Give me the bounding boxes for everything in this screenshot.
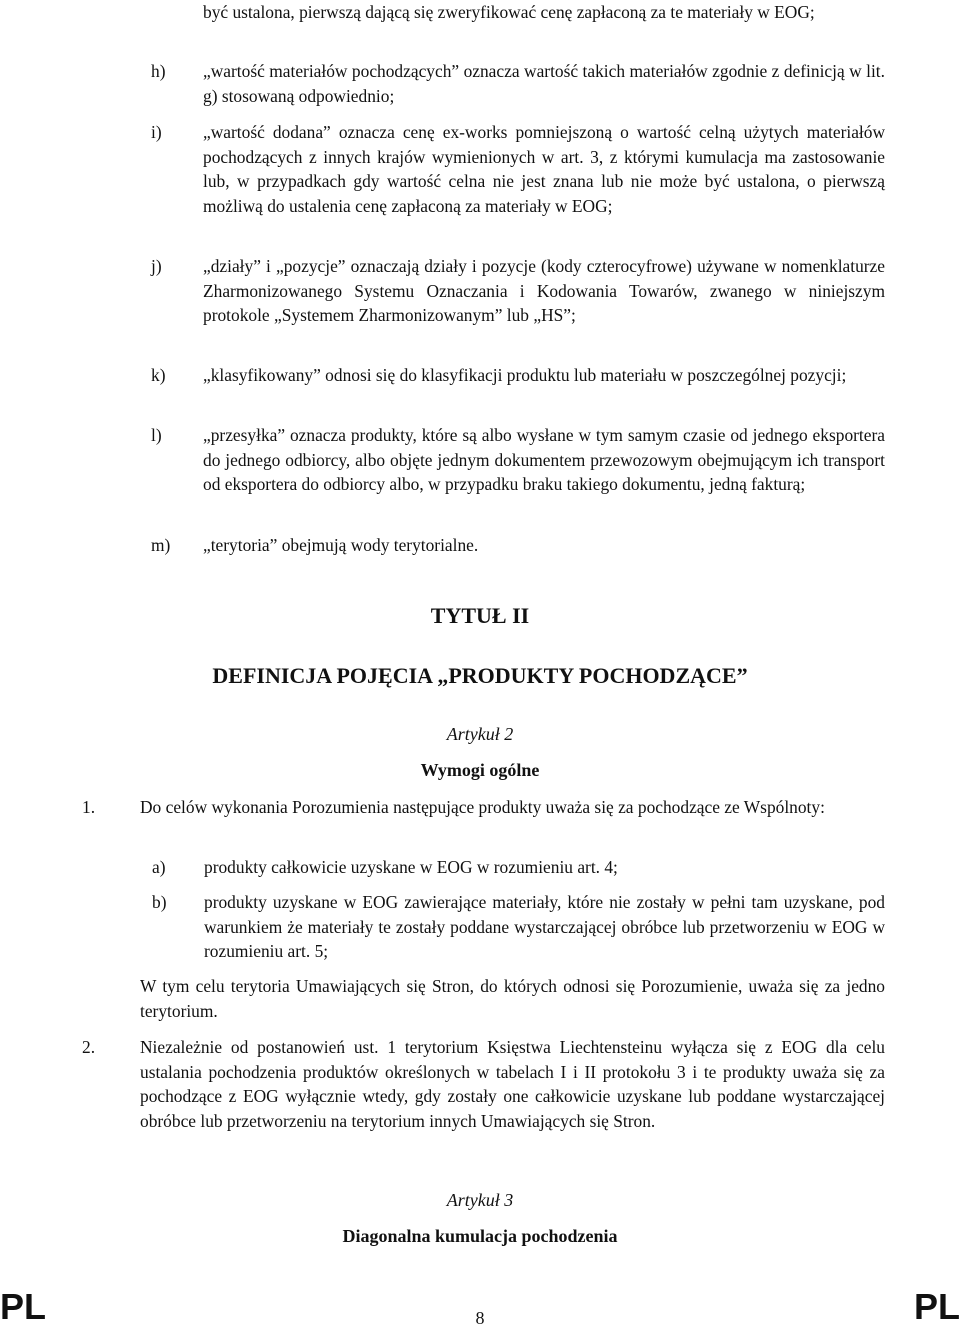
footer-language-left: PL xyxy=(0,1286,47,1327)
item-label: i) xyxy=(151,122,162,142)
subitem-text: produkty uzyskane w EOG zawierające materiały, które nie zostały w pełni tam uzyskane, pod warunkiem że materiały te zostały poddane wystarczającej obróbce lub przetworzeniu w EOG w rozumieniu art. 5; xyxy=(204,892,885,962)
subitem-label: b) xyxy=(152,892,167,912)
paragraph-text: Do celów wykonania Porozumienia następujące produkty uważa się za pochodzące ze Wspólnoty: xyxy=(140,797,825,817)
item-label: k) xyxy=(151,365,166,385)
part-title: TYTUŁ II xyxy=(430,603,530,628)
article-3-label: Artykuł 3 xyxy=(446,1190,514,1210)
item-text: „klasyfikowany” odnosi się do klasyfikacji produktu lub materiału w poszczególnej pozycji; xyxy=(203,365,847,385)
item-text: „wartość materiałów pochodzących” oznacza wartość takich materiałów zgodnie z definicją w lit. g) stosowaną odpowiednio; xyxy=(203,61,885,106)
article-3-subtitle: Diagonalna kumulacja pochodzenia xyxy=(342,1226,618,1246)
article-2-subtitle: Wymogi ogólne xyxy=(420,760,540,780)
paragraph-number: 1. xyxy=(82,797,96,817)
footer-language-right: PL xyxy=(913,1286,960,1327)
paragraph-text: Niezależnie od postanowień ust. 1 terytorium Księstwa Liechtensteinu wyłącza się z EOG dla celu ustalania pochodzenia produktów określonych w tabelach I i II protokołu 3 i te produkty uważa się za pochodzące z EOG wyłącznie wtedy, gdy zostały one całkowicie uzyskane lub poddane wystarczającej obróbce lub przetworzeniu na terytorium innych Umawiających się Stron. xyxy=(140,1037,885,1132)
item-label: l) xyxy=(151,425,162,445)
item-text: „terytoria” obejmują wody terytorialne. xyxy=(203,535,479,555)
continuation-text: być ustalona, pierwszą dającą się zweryfikować cenę zapłaconą za te materiały w EOG; xyxy=(203,2,815,22)
item-label: j) xyxy=(151,256,162,276)
subitem-text: produkty całkowicie uzyskane w EOG w rozumieniu art. 4; xyxy=(204,857,618,877)
paragraph-number: 2. xyxy=(82,1037,96,1057)
article-2-label: Artykuł 2 xyxy=(446,724,514,744)
item-label: m) xyxy=(151,535,171,555)
page-number: 8 xyxy=(475,1308,485,1328)
subitem-label: a) xyxy=(152,857,166,877)
article-2-paragraph-1-tail: W tym celu terytoria Umawiających się Stron, do których odnosi się Porozumienie, uważa się za jedno terytorium. xyxy=(140,976,885,1021)
item-label: h) xyxy=(151,61,166,81)
item-text: „działy” i „pozycje” oznaczają działy i pozycje (kody czterocyfrowe) używane w nomenklaturze Zharmonizowanego Systemu Oznaczania i Kodowania Towarów, zwanego w niniejszym protokole „Systemem Zharmonizowanym” lub „HS”; xyxy=(203,256,885,326)
item-text: „przesyłka” oznacza produkty, które są albo wysłane w tym samym czasie od jednego eksportera do jednego odbiorcy, albo objęte jednym dokumentem przewozowym obejmującym ich transport od eksportera do odbiorcy albo, w przypadku braku takiego dokumentu, jedną fakturą; xyxy=(203,425,885,495)
part-heading: DEFINICJA POJĘCIA „PRODUKTY POCHODZĄCE” xyxy=(212,663,748,688)
item-text: „wartość dodana” oznacza cenę ex-works pomniejszoną o wartość celną użytych materiałów pochodzących z innych krajów wymienionych w art. 3, z którymi kumulacja ma zastosowanie lub, w przypadkach gdy wartość celna nie jest znana lub nie może być ustalona, o pierwszą możliwą do ustalenia cenę zapłaconą za materiały w EOG; xyxy=(203,122,885,217)
